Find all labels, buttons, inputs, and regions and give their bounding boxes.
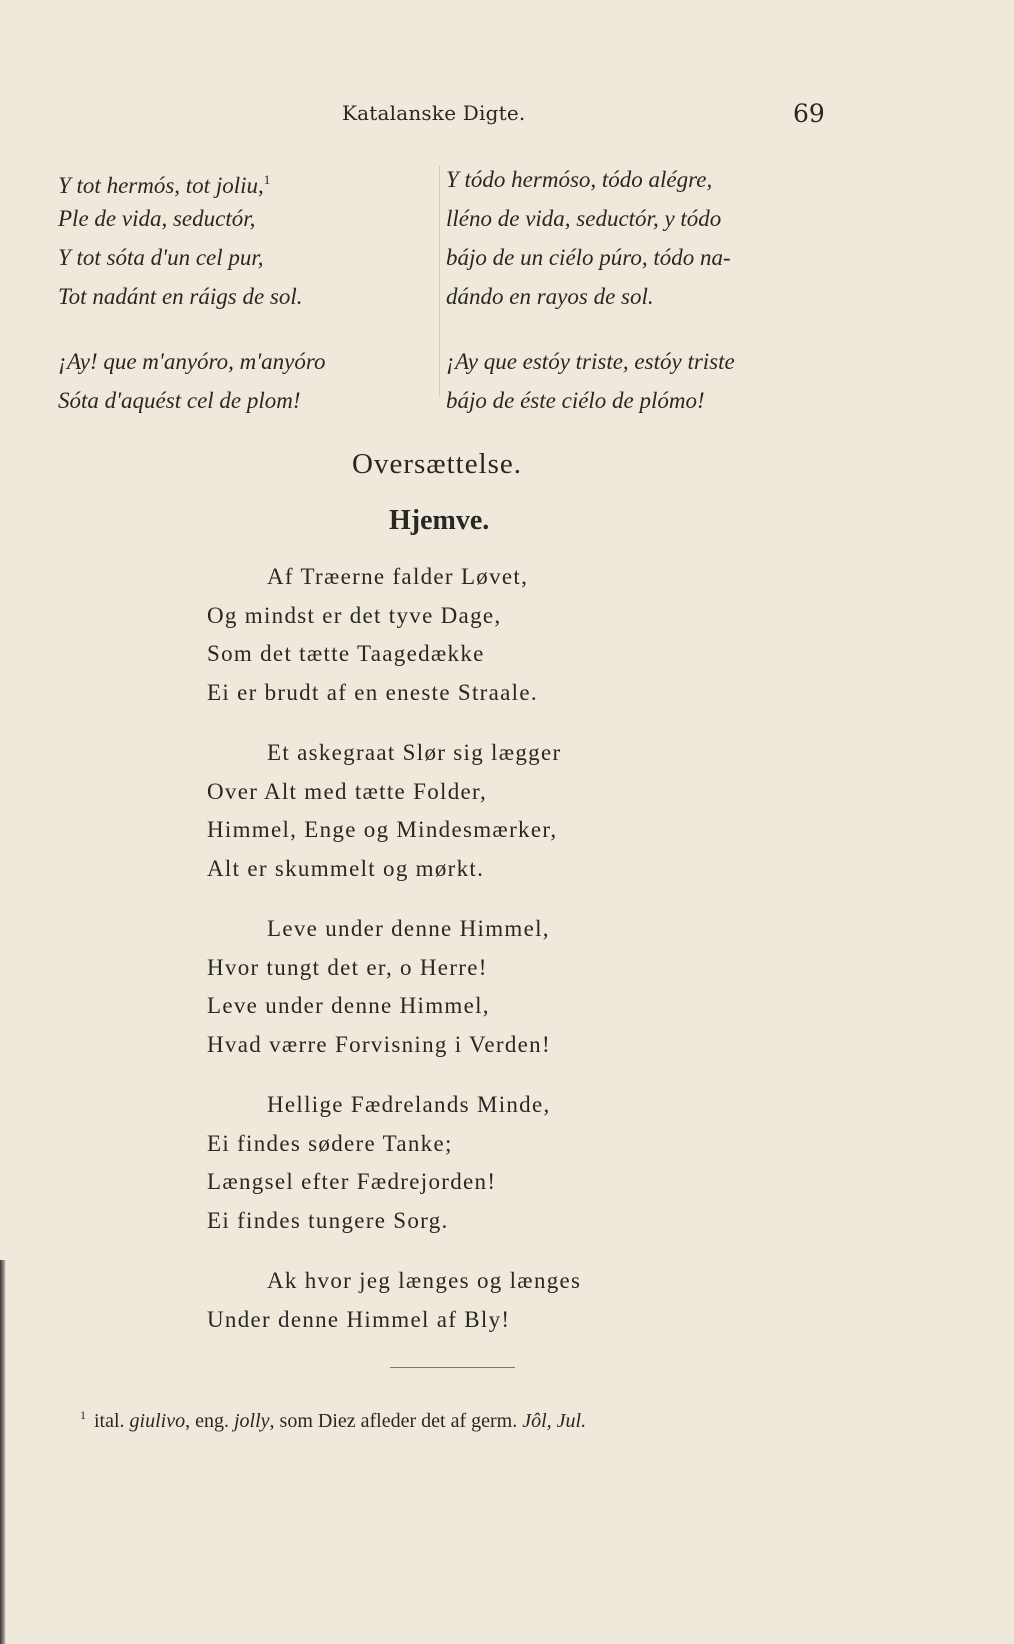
running-head: Katalanske Digte.: [342, 101, 526, 125]
section-title: Oversættelse.: [352, 448, 523, 480]
spanish-stanza-2: [446, 342, 826, 420]
verse-line: Himmel, Enge og Mindesmærker,: [207, 817, 558, 842]
verse-line: Over Alt med tætte Folder,: [207, 778, 488, 804]
verse-line: ¡Ay que estóy triste, estóy triste: [446, 349, 735, 374]
verse-line: bájo de un ciélo púro, tódo na-: [446, 245, 731, 270]
verse-line: Ei er brudt af en eneste Straale.: [207, 679, 538, 705]
verse-line: Hvad værre Forvisning i Verden!: [207, 1031, 551, 1057]
verse-line: Længsel efter Fædrejorden!: [207, 1169, 497, 1194]
verse-line: Ei findes sødere Tanke;: [207, 1130, 453, 1156]
poem-title: Hjemve.: [389, 505, 490, 536]
verse-line: Af Træerne falder Løvet,: [267, 564, 529, 589]
poem-stanza-1: [207, 558, 581, 712]
verse-line: Y tot hermós, tot joliu,$^1$: [58, 172, 271, 198]
verse-line: Hvor tungt det er, o Herre!: [207, 954, 488, 980]
page-edge-shadow: [0, 1260, 6, 1644]
catalan-stanza-2: [58, 342, 433, 420]
footnote-ref: 1: [263, 172, 271, 187]
verse-line: Alt er skummelt og mørkt.: [207, 855, 485, 881]
verse-line: Og mindst er det tyve Dage,: [207, 602, 502, 628]
catalan-column: [58, 160, 433, 420]
verse-line: Ple de vida, seductór,: [58, 206, 256, 231]
page-number: 69: [793, 99, 825, 128]
verse-line: Leve under denne Himmel,: [207, 993, 490, 1018]
verse-line: Et askegraat Slør sig lægger: [267, 740, 562, 765]
poem-stanza-5: [207, 1262, 581, 1339]
footnote-rule: [390, 1367, 515, 1368]
footnote-mark: 1: [80, 1408, 86, 1422]
verse-line: bájo de éste ciélo de plómo!: [446, 388, 705, 413]
poem-stanza-2: [207, 734, 581, 888]
spanish-column: [446, 160, 826, 420]
poem-stanza-4: [207, 1086, 581, 1240]
translation-poem: [207, 558, 581, 1361]
verse-line: Ei findes tungere Sorg.: [207, 1207, 449, 1233]
verse-line: Hellige Fædrelands Minde,: [267, 1092, 551, 1117]
verse-line: Som det tætte Taagedække: [207, 641, 485, 666]
verse-line: dándo en rayos de sol.: [446, 284, 654, 309]
verse-line: Ak hvor jeg længes og længes: [267, 1268, 582, 1293]
verse-line: Under denne Himmel af Bly!: [207, 1306, 511, 1332]
column-divider: [439, 166, 440, 396]
poem-stanza-3: [207, 910, 581, 1064]
footnote: $^1$ ital. giulivo, eng. jolly, som Diez afleder det af germ. Jôl, Jul.: [80, 1408, 587, 1432]
verse-line: Y tot sóta d'un cel pur,: [58, 245, 264, 270]
verse-line: Y tódo hermóso, tódo alégre,: [446, 167, 713, 192]
verse-line: Tot nadánt en ráigs de sol.: [58, 284, 303, 309]
verse-line: ¡Ay! que m'anyóro, m'anyóro: [58, 349, 326, 374]
catalan-stanza-1: [58, 160, 433, 316]
verse-line: Sóta d'aquést cel de plom!: [58, 388, 301, 413]
verse-line: Leve under denne Himmel,: [267, 916, 550, 941]
verse-line: lléno de vida, seductór, y tódo: [446, 206, 722, 231]
spanish-stanza-1: [446, 160, 826, 316]
